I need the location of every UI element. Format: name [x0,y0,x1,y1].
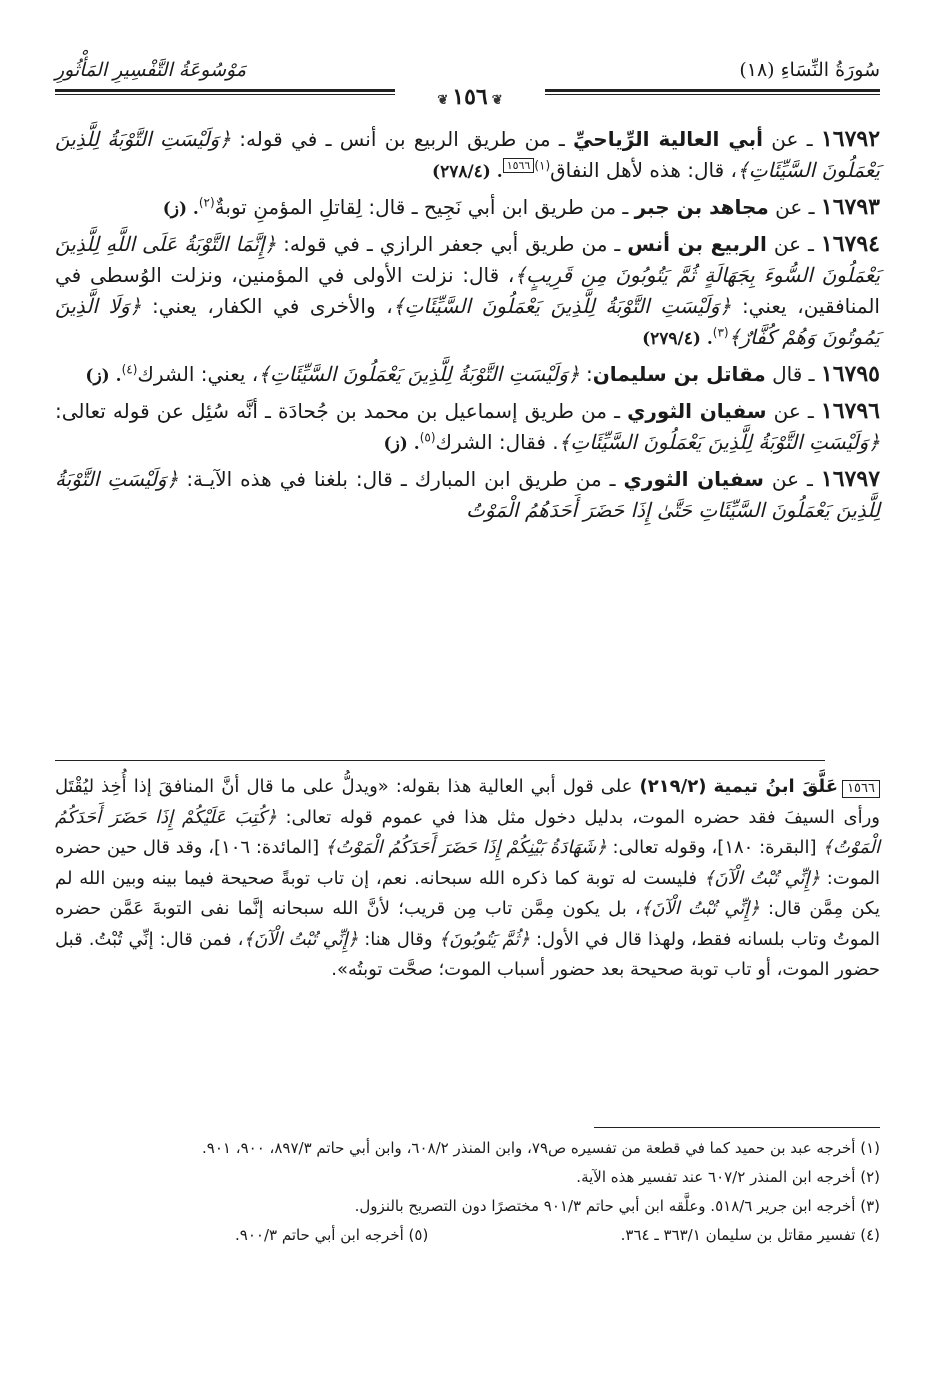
quran-quote: ﴿وَلَيْسَتِ التَّوْبَةُ لِلَّذِينَ يَعْمَلُونَ السَّيِّئَاتِ﴾ [258,362,580,386]
footnote-1: (١) أخرجه عبد بن حميد كما في قطعة من تفسيره ص٧٩، وابن المنذر ٦٠٨/٢، وابن أبي حاتم ٨٩٧/٣، ٩٠٠، ٩٠١. [202,1139,880,1157]
narrator-name: مقاتل بن سليمان [592,362,766,386]
narration-number: ١٦٧٩٤ [820,231,880,257]
footnote-marker: (٥) [419,430,436,445]
quran-quote: ﴿ثُمَّ يَتُوبُونَ﴾ [438,928,530,950]
narration-number: ١٦٧٩٧ [820,466,881,492]
narration-16794: ١٦٧٩٤ ـ عن الربيع بن أنس ـ من طريق أبي جعفر الرازي ـ في قوله: ﴿إِنَّمَا التَّوْبَةُ عَلَى اللَّهِ لِلَّذِينَ يَعْمَلُونَ السُّوءَ بِجَهَالَةٍ ثُمَّ يَتُوبُونَ مِن قَرِيبٍ﴾، قال: نزلت الأولى في المؤمنين، ونزلت الوُسطى في المنافقين، يعني: ﴿وَلَيْسَتِ التَّوْبَةُ لِلَّذِينَ يَعْمَلُونَ السَّيِّئَاتِ﴾، والأخرى في الكفار، يعني: ﴿وَلَا الَّذِينَ يَمُوتُونَ وَهُمْ كُفَّارٌ﴾$^{(٣)}$. (٢٧٩/٤) [55,231,881,349]
volume-ref: . (ز) [383,434,420,454]
narration-number: ١٦٧٩٢ [820,126,881,152]
quran-quote: ﴿إِنِّي تُبْتُ الْآنَ﴾ [640,898,760,919]
main-text [55,124,880,530]
commentary-separator [55,760,825,761]
narration-number: ١٦٧٩٥ [820,361,880,387]
footnote-3: (٣) أخرجه ابن جرير ٥١٨/٦. وعلَّقه ابن أبي حاتم ٩٠١/٣ مختصرًا دون التصريح بالنزول. [354,1197,880,1215]
commentary-note: ١٥٦٦عَلَّقَ ابنُ تيمية (٢١٩/٢) على قول أبي العالية هذا بقوله: «ويدلُّ على ما قال أنَّ المنافقَ إذا أُخِذ ليُقْتَل ورأى السيفَ فقد حضره الموت، بدليل دخول مثل هذا في عموم قوله تعالى: ﴿كُتِبَ عَلَيْكُمْ إِذَا حَضَرَ أَحَدَكُمُ الْمَوْتُ﴾ [البقرة: ١٨٠]، وقوله تعالى: ﴿شَهَادَةُ بَيْنِكُمْ إِذَا حَضَرَ أَحَدَكُمُ الْمَوْتُ﴾ [المائدة: ١٠٦]، وقد قال حين حضره الموت: ﴿إِنِّي تُبْتُ الْآنَ﴾ فليست له توبة كما ذكره الله سبحانه. نعم، إن تاب توبةً صحيحة فيما بينه وبين الله لم يكن مِمَّن قال: ﴿إِنِّي تُبْتُ الْآنَ﴾، بل يكون مِمَّن تاب مِن قريب؛ لأنَّ الله سبحانه إنَّما نفى التوبةَ عَمَّن حضره الموتُ وتاب بلسانه فقط، ولهذا قال في الأول: ﴿ثُمَّ يَتُوبُونَ﴾ وقال هنا: ﴿إِنِّي تُبْتُ الْآنَ﴾، فمن قال: إنِّي تُبْتُ. قبل حضور الموت، أو تاب توبة صحيحة بعد حضور أسباب الموت؛ صحَّت توبتُه». [55,776,881,980]
volume-ref: . (٢٧٨/٤) [432,162,503,182]
quran-quote: ﴿وَلَيْسَتِ التَّوْبَةُ لِلَّذِينَ يَعْمَلُونَ السَّيِّئَاتِ حَتَّىٰ إِذَا حَضَرَ أَحَدَهُمُ الْمَوْتُ [55,467,880,522]
narration-number: ١٦٧٩٣ [820,194,880,220]
book-title: مَوْسُوعَةُ التَّفْسِيرِ المَأْثُورِ [55,59,247,81]
commentator-name: عَلَّقَ ابنُ تيمية [713,776,839,797]
quran-quote: ﴿كُتِبَ عَلَيْكُمْ إِذَا حَضَرَ أَحَدَكُمُ الْمَوْتُ﴾ [55,806,880,858]
footnote-marker: (١) [534,158,551,173]
commentary-ref: (٢١٩/٢) [639,776,707,797]
footnote-2: (٢) أخرجه ابن المنذر ٦٠٧/٢ عند تفسير هذه الآية. [576,1168,880,1186]
narration-16797: ١٦٧٩٧ ـ عن سفيان الثوري ـ من طريق ابن المبارك ـ قال: بلغنا في هذه الآيـة: ﴿وَلَيْسَتِ التَّوْبَةُ لِلَّذِينَ يَعْمَلُونَ السَّيِّئَاتِ حَتَّىٰ إِذَا حَضَرَ أَحَدَهُمُ الْمَوْتُ [55,466,881,522]
footnotes [55,1134,880,1250]
commentary-number-box: ١٥٦٦ [842,780,880,798]
quran-quote: ﴿إِنَّمَا التَّوْبَةُ عَلَى اللَّهِ لِلَّذِينَ يَعْمَلُونَ السُّوءَ بِجَهَالَةٍ ثُمَّ يَتُوبُونَ مِن قَرِيبٍ﴾ [55,232,881,287]
quran-quote: ﴿وَلَيْسَتِ التَّوْبَةُ لِلَّذِينَ يَعْمَلُونَ السَّيِّئَاتِ﴾ [55,127,880,182]
footnote-marker: (٤) [121,362,138,377]
narrator-name: مجاهد بن جبر [634,195,769,219]
narration-number: ١٦٧٩٦ [820,398,880,424]
narration-16793: ١٦٧٩٣ ـ عن مجاهد بن جبر ـ من طريق ابن أبي نَجِيح ـ قال: لِقاتلِ المؤمنِ توبةٌ$^{(٢)}$. (ز) [162,194,880,220]
ornament-icon: ❦ [437,93,449,108]
quran-quote: ﴿وَلَيْسَتِ التَّوْبَةُ لِلَّذِينَ يَعْمَلُونَ السَّيِّئَاتِ﴾ [558,430,880,454]
narration-16795: ١٦٧٩٥ ـ قال مقاتل بن سليمان: ﴿وَلَيْسَتِ التَّوْبَةُ لِلَّذِينَ يَعْمَلُونَ السَّيِّئَاتِ﴾، يعني: الشرك$^{(٤)}$. (ز) [85,361,880,387]
narrator-name: أبي العالية الرِّياحيِّ [573,127,763,151]
narration-16792: ١٦٧٩٢ ـ عن أبي العالية الرِّياحيِّ ـ من طريق الربيع بن أنس ـ في قوله: ﴿وَلَيْسَتِ التَّوْبَةُ لِلَّذِينَ يَعْمَلُونَ السَّيِّئَاتِ﴾، قال: هذه لأهل النفاق$^{(١)}$١٥٦٦. (٢٧٨/٤) [55,126,881,182]
quran-quote: ﴿إِنِّي تُبْتُ الْآنَ﴾ [703,867,821,889]
quran-quote: ﴿وَلَيْسَتِ التَّوْبَةُ لِلَّذِينَ يَعْمَلُونَ السَّيِّئَاتِ﴾ [392,294,732,318]
footnote-5: (٥) أخرجه ابن أبي حاتم ٩٠٠/٣. [235,1226,429,1244]
volume-ref: . (ز) [85,366,122,386]
quran-quote: ﴿وَلَا الَّذِينَ يَمُوتُونَ وَهُمْ كُفَّارٌ﴾ [55,294,880,349]
narrator-name: سفيان الثوري [623,467,764,491]
footnote-separator [594,1127,880,1128]
footnote-marker: (٢) [198,195,215,210]
surah-title: سُورَةُ النِّسَاءِ (١٨) [739,59,880,81]
ornament-icon: ❦ [491,93,503,108]
page-number: ❦١٥٦❦ [395,84,545,114]
quran-quote: ﴿إِنِّي تُبْتُ الْآنَ﴾ [243,928,359,950]
volume-ref: . (ز) [162,199,199,219]
footnote-row [55,1221,880,1250]
commentary-ref-box[interactable]: ١٥٦٦ [503,158,535,173]
footnote-marker: (٣) [712,325,729,340]
quran-quote: ﴿شَهَادَةُ بَيْنِكُمْ إِذَا حَضَرَ أَحَدَكُمُ الْمَوْتُ﴾ [324,837,607,858]
narration-16796: ١٦٧٩٦ ـ عن سفيان الثوري ـ من طريق إسماعيل بن محمد بن جُحادَة ـ أنَّه سُئِل عن قوله تعالى: ﴿وَلَيْسَتِ التَّوْبَةُ لِلَّذِينَ يَعْمَلُونَ السَّيِّئَاتِ﴾. فقال: الشرك$^{(٥)}$. (ز) [55,398,880,454]
narrator-name: الربيع بن أنس [627,232,767,256]
narrator-name: سفيان الثوري [627,399,767,423]
footnote-4: (٤) تفسير مقاتل بن سليمان ٣٦٣/١ ـ ٣٦٤. [620,1226,880,1244]
volume-ref: . (٢٧٩/٤) [642,329,713,349]
